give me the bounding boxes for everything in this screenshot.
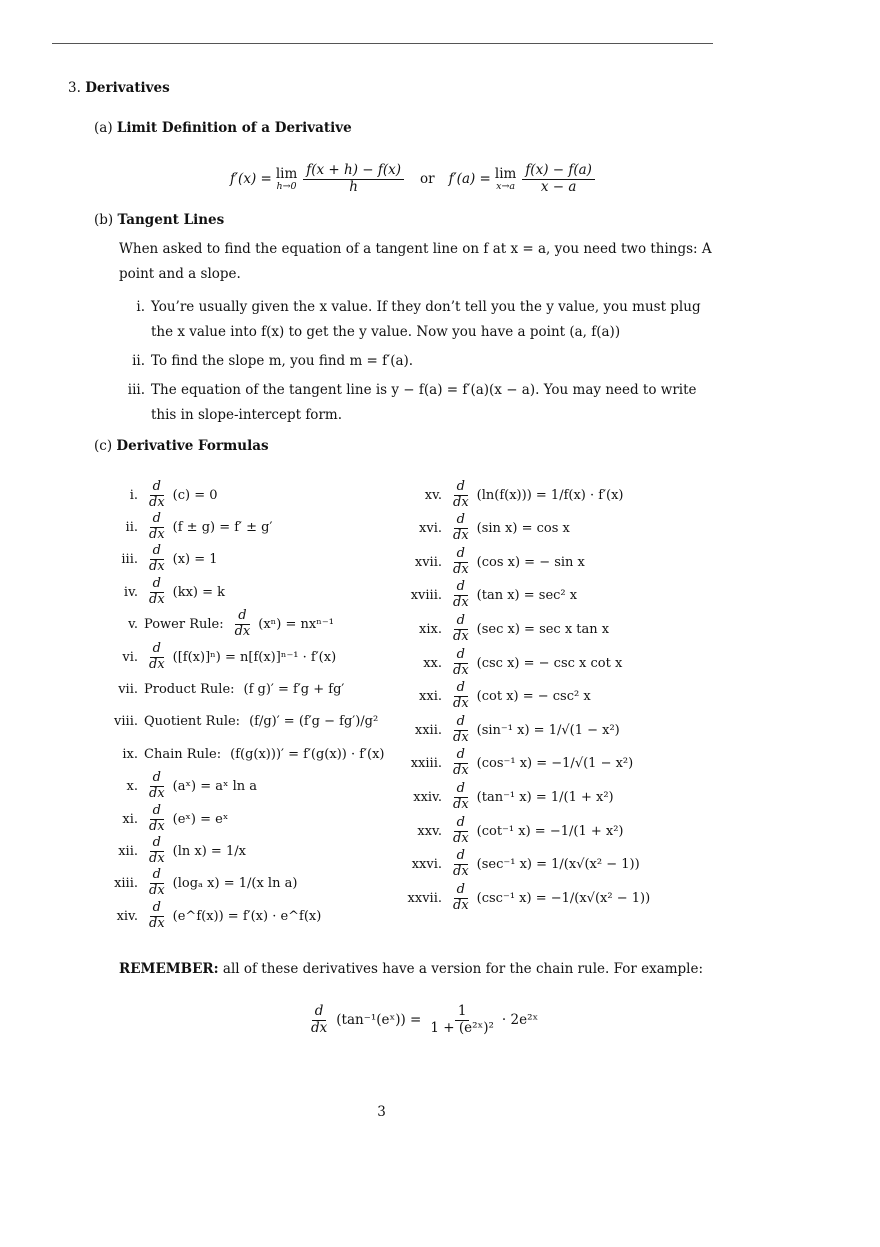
formula-expression: (sec x) = sec x tan x <box>476 621 610 637</box>
derivative-operator: $\frac{d}{dx}$ <box>149 770 165 802</box>
formula-expression: (csc x) = − csc x cot x <box>476 655 623 671</box>
formula-number: xi. <box>122 811 138 827</box>
derivative-operator: $\frac{d}{dx}$ <box>234 608 251 640</box>
left-formula-row <box>96 705 378 739</box>
derivative-operator: $\frac{d}{dx}$ <box>453 780 469 812</box>
tangent-step-1 <box>119 295 719 344</box>
remember-note <box>119 961 703 977</box>
left-formula-row <box>96 899 321 933</box>
formula-number: i. <box>129 487 138 503</box>
right-formula-row <box>402 512 570 546</box>
derivative-operator: $\frac{d}{dx}$ <box>453 713 469 745</box>
formula-expression: (xⁿ) = nxⁿ⁻¹ <box>258 617 334 633</box>
formula-expression: (f/g)′ = (f′g − fg′)/g² <box>249 714 379 730</box>
formula-expression: (logₐ x) = 1/(x ln a) <box>172 876 298 892</box>
formula-rule-name: Chain Rule: <box>144 746 222 762</box>
formula-rule-name: Power Rule: <box>144 617 224 633</box>
tangent-step-2 <box>119 349 719 374</box>
formula-number: xvii. <box>414 554 442 570</box>
formula-number: x. <box>126 779 138 795</box>
right-formula-row <box>402 780 614 814</box>
limit-definition-formula <box>230 163 597 195</box>
left-formula-row <box>96 608 334 642</box>
remember-label: REMEMBER: <box>119 961 219 977</box>
left-formula-row <box>96 834 246 868</box>
left-formula-row <box>96 543 218 577</box>
derivative-operator: $\frac{d}{dx}$ <box>453 680 469 712</box>
formula-number: xxiv. <box>413 789 442 805</box>
derivative-operator: $\frac{d}{dx}$ <box>453 579 469 611</box>
left-formula-row <box>96 672 344 706</box>
step-text: You’re usually given the x value. If they don’t tell you the y value, you must plug the x value into f(x) to get the y value. Now you have a point (a, f(a)) <box>151 299 701 340</box>
formula-number: ii. <box>125 519 138 535</box>
derivative-operator: $\frac{d}{dx}$ <box>149 899 165 931</box>
formula-expression: (kx) = k <box>172 584 226 600</box>
formula-number: iii. <box>121 552 138 568</box>
limit-lhs-2: f′(a) = <box>448 171 491 188</box>
right-formula-row <box>402 478 624 512</box>
formula-number: xviii. <box>410 588 442 604</box>
subsection-c-label: (c) <box>94 438 113 454</box>
derivative-operator: $\frac{d}{dx}$ <box>453 814 469 846</box>
derivative-operator: $\frac{d}{dx}$ <box>149 575 165 607</box>
example-fraction: $\frac{1}{\text{1 + (e²ˣ)²}}$ <box>430 1003 494 1036</box>
formula-number: xiii. <box>114 876 138 892</box>
formula-number: xv. <box>424 487 442 503</box>
limit-operator-1: lim h→0 <box>275 166 298 193</box>
formula-number: xix. <box>419 621 442 637</box>
formula-expression: (e^f(x)) = f′(x) · e^f(x) <box>172 908 322 924</box>
right-formula-row <box>402 848 640 882</box>
derivative-operator: $\frac{d}{dx}$ <box>453 747 469 779</box>
subsection-a-label: (a) <box>94 120 113 136</box>
left-formula-row <box>96 770 257 804</box>
example-lhs: (tan⁻¹(eˣ)) = <box>336 1012 422 1029</box>
formula-number: ix. <box>122 746 138 762</box>
right-formula-row <box>402 545 585 579</box>
formula-number: xx. <box>423 655 442 671</box>
derivative-operator: $\frac{d}{dx}$ <box>149 834 165 866</box>
right-formula-row <box>402 713 620 747</box>
right-formula-row <box>402 646 622 680</box>
derivative-operator: $\frac{d}{dx}$ <box>149 543 165 575</box>
formula-expression: (c) = 0 <box>172 487 218 503</box>
formula-number: xxv. <box>417 823 442 839</box>
formula-expression: (ln(f(x))) = 1/f(x) · f′(x) <box>476 487 624 503</box>
derivative-operator: $\frac{d}{dx}$ <box>453 478 469 510</box>
formula-expression: (ln x) = 1/x <box>172 843 246 859</box>
right-formula-row <box>402 579 577 613</box>
subsection-a-title: Limit Definition of a Derivative <box>116 120 352 136</box>
chain-rule-example <box>306 1004 538 1036</box>
formula-expression: (f(g(x)))′ = f′(g(x)) · f′(x) <box>230 746 385 762</box>
formula-expression: (sin⁻¹ x) = 1/√(1 − x²) <box>476 722 620 738</box>
formula-number: xxiii. <box>410 756 442 772</box>
formula-number: xvi. <box>419 521 442 537</box>
limit-or: or <box>420 171 435 188</box>
derivative-operator: $\frac{d}{dx}$ <box>453 848 469 880</box>
right-formula-row <box>402 612 609 646</box>
left-formula-row <box>96 737 384 771</box>
left-formula-row <box>96 510 272 544</box>
derivative-operator: $\frac{d}{dx}$ <box>453 881 469 913</box>
step-text: To find the slope m, you find m = f′(a). <box>151 353 414 369</box>
limit-operator-2: lim x→a <box>494 166 517 193</box>
formula-expression: (cot⁻¹ x) = −1/(1 + x²) <box>476 823 624 839</box>
formula-rule-name: Product Rule: <box>144 681 235 697</box>
subsection-b-heading <box>94 212 224 228</box>
derivative-operator: $\frac{d}{dx}$ <box>149 867 165 899</box>
formula-expression: (cos x) = − sin x <box>476 554 585 570</box>
formula-number: xxii. <box>414 722 442 738</box>
formula-expression: ([f(x)]ⁿ) = n[f(x)]ⁿ⁻¹ · f′(x) <box>172 649 337 665</box>
header-rule <box>52 43 713 44</box>
derivative-operator: $\frac{d}{dx}$ <box>453 612 469 644</box>
step-number: ii. <box>132 353 145 369</box>
left-formula-row <box>96 802 228 836</box>
formula-expression: (f g)′ = f′g + fg′ <box>243 681 345 697</box>
left-formula-row <box>96 640 336 674</box>
limit-lhs-1: f′(x) = <box>230 171 272 188</box>
formula-number: xiv. <box>116 908 138 924</box>
step-number: iii. <box>127 382 145 398</box>
tangent-step-3 <box>119 378 719 427</box>
formula-number: vii. <box>118 681 138 697</box>
section-title: Derivatives <box>85 80 170 96</box>
section-number: 3. <box>68 80 81 96</box>
formula-expression: (sin x) = cos x <box>476 521 570 537</box>
formula-expression: (tan x) = sec² x <box>476 588 578 604</box>
subsection-c-title: Derivative Formulas <box>116 438 269 454</box>
derivative-operator: $\frac{d}{dx}$ <box>149 510 165 542</box>
formula-number: viii. <box>114 714 138 730</box>
right-formula-row <box>402 680 591 714</box>
formula-expression: (eˣ) = eˣ <box>172 811 229 827</box>
formula-number: xxvii. <box>407 890 442 906</box>
formula-expression: (csc⁻¹ x) = −1/(x√(x² − 1)) <box>476 890 651 906</box>
page-number: 3 <box>377 1104 386 1120</box>
formula-number: xxi. <box>419 689 442 705</box>
limit-fraction-1: $\frac{f(x + h) - f(x)}{h}$ <box>303 163 404 195</box>
step-number: i. <box>136 299 145 315</box>
formula-number: iv. <box>123 584 138 600</box>
step-text: The equation of the tangent line is y − f(a) = f′(a)(x − a). You may need to write this in slope-intercept form. <box>151 382 697 423</box>
subsection-b-label: (b) <box>94 212 114 228</box>
subsection-b-title: Tangent Lines <box>117 212 225 228</box>
subsection-a-heading <box>94 120 352 136</box>
right-formula-row <box>402 747 633 781</box>
limit-fraction-2: $\frac{f(x) - f(a)}{x - a}$ <box>522 163 595 195</box>
derivative-operator: $\frac{d}{dx}$ <box>149 640 165 672</box>
right-formula-row <box>402 881 650 915</box>
remember-text: all of these derivatives have a version for the chain rule. For example: <box>222 961 704 977</box>
formula-expression: (aˣ) = aˣ ln a <box>172 779 258 795</box>
formula-expression: (f ± g) = f′ ± g′ <box>172 519 273 535</box>
formula-number: vi. <box>122 649 138 665</box>
derivative-operator: $\frac{d}{dx}$ <box>453 512 469 544</box>
formula-number: xii. <box>118 843 138 859</box>
derivative-operator: $\frac{d}{dx}$ <box>453 545 469 577</box>
right-formula-row <box>402 814 623 848</box>
subsection-c-heading <box>94 438 269 454</box>
example-tail: · 2e²ˣ <box>501 1012 539 1029</box>
tangent-intro: When asked to find the equation of a tangent line on f at x = a, you need two things: A point and a slope. <box>119 241 712 282</box>
left-formula-row <box>96 478 218 512</box>
derivative-operator: $\frac{d}{dx}$ <box>311 1003 328 1036</box>
section-heading <box>68 80 170 96</box>
formula-expression: (tan⁻¹ x) = 1/(1 + x²) <box>476 789 614 805</box>
derivative-operator: $\frac{d}{dx}$ <box>453 646 469 678</box>
derivative-operator: $\frac{d}{dx}$ <box>149 802 165 834</box>
formula-rule-name: Quotient Rule: <box>144 714 241 730</box>
left-formula-row <box>96 867 297 901</box>
left-formula-row <box>96 575 225 609</box>
derivative-operator: $\frac{d}{dx}$ <box>149 478 165 510</box>
formula-expression: (x) = 1 <box>172 552 218 568</box>
formula-expression: (cos⁻¹ x) = −1/√(1 − x²) <box>476 756 634 772</box>
formula-number: v. <box>128 617 138 633</box>
formula-number: xxvi. <box>411 857 442 873</box>
formula-expression: (sec⁻¹ x) = 1/(x√(x² − 1)) <box>476 857 640 873</box>
formula-expression: (cot x) = − csc² x <box>476 689 591 705</box>
